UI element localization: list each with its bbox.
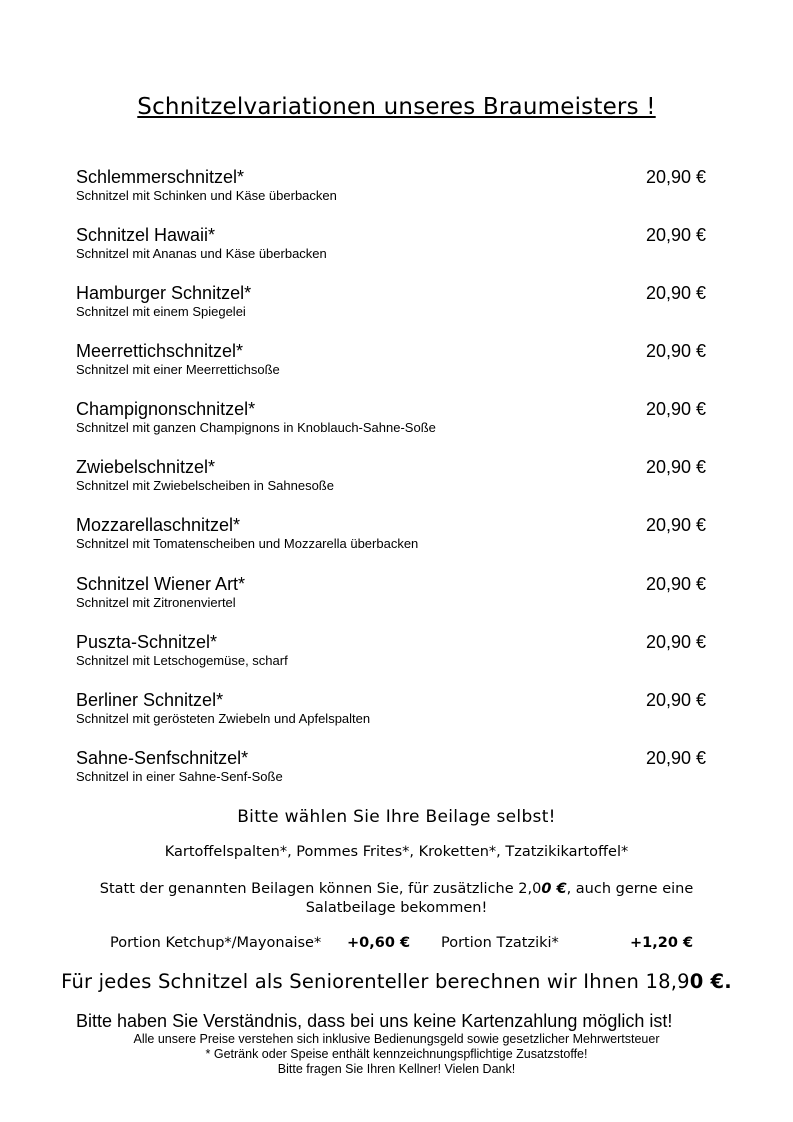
- senior-plate-text: Für jedes Schnitzel als Seniorenteller berechnen wir Ihnen 18,9: [61, 970, 690, 993]
- menu-item: [76, 283, 708, 323]
- footer-line: Alle unsere Preise verstehen sich inklusive Bedienungsgeld sowie gesetzlicher Mehrwertsteuer: [133, 1032, 660, 1046]
- menu-item: [76, 632, 708, 672]
- menu-item: [76, 748, 708, 788]
- salad-note-price: 0 €: [541, 881, 567, 897]
- menu-item-description: Schnitzel mit Letschogemüse, scharf: [76, 653, 288, 668]
- extra-label: Portion Ketchup*/Mayonaise*: [110, 935, 322, 951]
- menu-item-description: Schnitzel mit Zitronenviertel: [76, 595, 236, 610]
- menu-item-name: Zwiebelschnitzel*: [76, 457, 216, 477]
- menu-item-price: 20,90 €: [645, 283, 706, 303]
- menu-item-name: Schnitzel Hawaii*: [76, 225, 216, 245]
- sides-list: Kartoffelspalten*, Pommes Frites*, Kroketten*, Tzatzikikartoffel*: [164, 844, 629, 860]
- menu-item-description: Schnitzel mit Schinken und Käse überbacken: [76, 188, 337, 203]
- menu-item: [76, 690, 708, 730]
- menu-item-name: Schlemmerschnitzel*: [76, 167, 245, 187]
- salad-note: [0, 880, 793, 918]
- menu-item: [76, 574, 708, 614]
- menu-item-name: Schnitzel Wiener Art*: [76, 574, 246, 594]
- menu-item: [76, 515, 708, 555]
- menu-item-price: 20,90 €: [645, 515, 706, 535]
- extra-price: +0,60 €: [347, 935, 411, 951]
- senior-plate-price: 0 €.: [689, 970, 732, 993]
- menu-item-price: 20,90 €: [645, 399, 706, 419]
- menu-item-price: 20,90 €: [645, 341, 706, 361]
- menu-item: [76, 399, 708, 439]
- menu-item-price: 20,90 €: [645, 632, 706, 652]
- menu-item-description: Schnitzel mit Zwiebelscheiben in Sahnesoße: [76, 478, 334, 493]
- sides-heading: Bitte wählen Sie Ihre Beilage selbst!: [237, 807, 556, 827]
- extra-price: +1,20 €: [630, 935, 694, 951]
- menu-item-price: 20,90 €: [645, 574, 706, 594]
- salad-note-end: Salatbeilage bekommen!: [305, 900, 488, 916]
- extra-label: Portion Tzatziki*: [441, 935, 559, 951]
- senior-plate-note: [0, 970, 793, 993]
- menu-item-description: Schnitzel mit Ananas und Käse überbacken: [76, 246, 327, 261]
- menu-item-price: 20,90 €: [645, 690, 706, 710]
- menu-item: [76, 167, 708, 207]
- salad-note-mid: , auch gerne eine: [566, 881, 694, 897]
- menu-item-name: Berliner Schnitzel*: [76, 690, 224, 710]
- menu-item-price: 20,90 €: [645, 457, 706, 477]
- menu-item-price: 20,90 €: [645, 167, 706, 187]
- footer-line: Bitte fragen Sie Ihren Kellner! Vielen Dank!: [277, 1062, 516, 1076]
- menu-item-description: Schnitzel in einer Sahne-Senf-Soße: [76, 769, 283, 784]
- menu-item: [76, 225, 708, 265]
- page-title: Schnitzelvariationen unseres Braumeisters !: [137, 94, 656, 120]
- salad-note-prefix: Statt der genannten Beilagen können Sie, für zusätzliche 2,0: [99, 881, 542, 897]
- menu-item-name: Champignonschnitzel*: [76, 399, 256, 419]
- footer-line: * Getränk oder Speise enthält kennzeichnungspflichtige Zusatzstoffe!: [205, 1047, 588, 1061]
- menu-item-name: Puszta-Schnitzel*: [76, 632, 218, 652]
- menu-item-description: Schnitzel mit einer Meerrettichsoße: [76, 362, 280, 377]
- menu-item-name: Sahne-Senfschnitzel*: [76, 748, 249, 768]
- menu-item-description: Schnitzel mit gerösteten Zwiebeln und Apfelspalten: [76, 711, 371, 726]
- menu-item-name: Mozzarellaschnitzel*: [76, 515, 241, 535]
- menu-item: [76, 457, 708, 497]
- menu-item-description: Schnitzel mit einem Spiegelei: [76, 304, 246, 319]
- menu-item-description: Schnitzel mit ganzen Champignons in Knoblauch-Sahne-Soße: [76, 420, 436, 435]
- menu-item-price: 20,90 €: [645, 225, 706, 245]
- menu-item: [76, 341, 708, 381]
- no-card-notice: Bitte haben Sie Verständnis, dass bei uns keine Kartenzahlung möglich ist!: [76, 1011, 673, 1031]
- menu-item-name: Hamburger Schnitzel*: [76, 283, 252, 303]
- menu-item-description: Schnitzel mit Tomatenscheiben und Mozzarella überbacken: [76, 536, 419, 551]
- menu-item-name: Meerrettichschnitzel*: [76, 341, 244, 361]
- menu-item-price: 20,90 €: [645, 748, 706, 768]
